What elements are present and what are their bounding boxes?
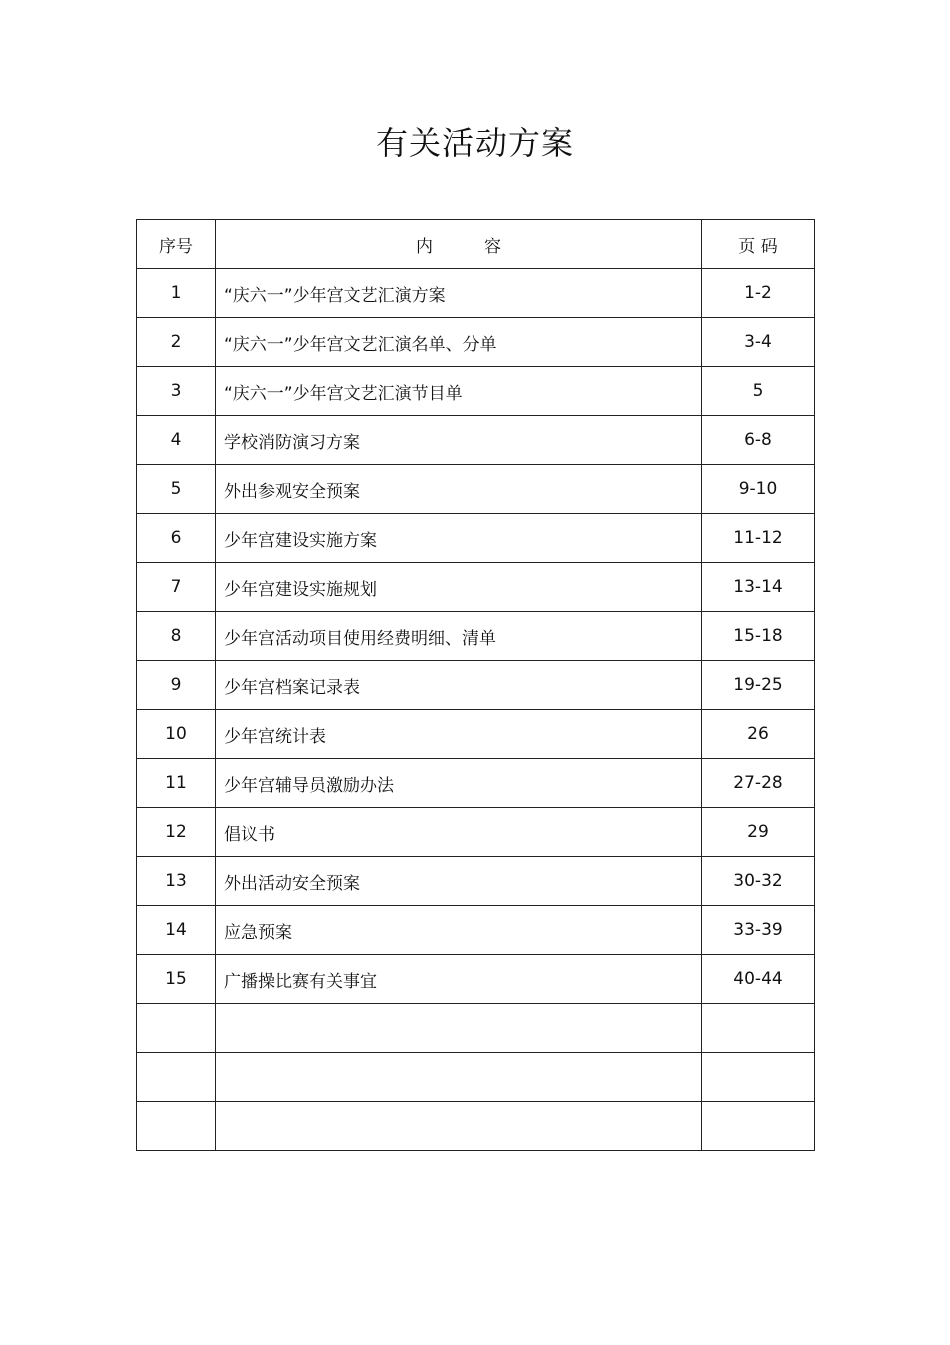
table-row	[137, 514, 815, 563]
row-number: 9	[137, 661, 216, 710]
row-content: 外出参观安全预案	[216, 465, 702, 514]
row-pages: 1-2	[702, 269, 815, 318]
table-row	[137, 857, 815, 906]
row-pages: 13-14	[702, 563, 815, 612]
row-number: 7	[137, 563, 216, 612]
header-page: 页 码	[702, 220, 815, 269]
row-content: 少年宫统计表	[216, 710, 702, 759]
table-body	[137, 269, 815, 1151]
row-number: 4	[137, 416, 216, 465]
row-number: 15	[137, 955, 216, 1004]
header-content: 内 容	[216, 220, 702, 269]
row-content: “庆六一”少年宫文艺汇演方案	[216, 269, 702, 318]
row-number	[137, 1004, 216, 1053]
table-row	[137, 1102, 815, 1151]
row-pages: 6-8	[702, 416, 815, 465]
table-row	[137, 661, 815, 710]
header-number: 序号	[137, 220, 216, 269]
row-pages: 19-25	[702, 661, 815, 710]
row-number: 2	[137, 318, 216, 367]
document-title: 有关活动方案	[375, 124, 574, 162]
row-content	[216, 1004, 702, 1053]
table-row	[137, 1004, 815, 1053]
table-row	[137, 318, 815, 367]
table-row	[137, 808, 815, 857]
row-pages	[702, 1102, 815, 1151]
row-number: 6	[137, 514, 216, 563]
row-number: 1	[137, 269, 216, 318]
table-row	[137, 1053, 815, 1102]
row-content: 少年宫档案记录表	[216, 661, 702, 710]
row-pages: 27-28	[702, 759, 815, 808]
row-number: 11	[137, 759, 216, 808]
row-content: 少年宫建设实施规划	[216, 563, 702, 612]
row-content	[216, 1102, 702, 1151]
row-pages	[702, 1053, 815, 1102]
row-content: 少年宫活动项目使用经费明细、清单	[216, 612, 702, 661]
row-number	[137, 1053, 216, 1102]
row-number: 10	[137, 710, 216, 759]
row-number: 5	[137, 465, 216, 514]
row-pages: 9-10	[702, 465, 815, 514]
table-row	[137, 563, 815, 612]
table-row	[137, 416, 815, 465]
row-content: “庆六一”少年宫文艺汇演名单、分单	[216, 318, 702, 367]
table-header-row	[137, 220, 815, 269]
row-pages	[702, 1004, 815, 1053]
row-content: 少年宫建设实施方案	[216, 514, 702, 563]
contents-table	[136, 219, 815, 1151]
table-row	[137, 465, 815, 514]
row-number: 12	[137, 808, 216, 857]
row-content: 少年宫辅导员激励办法	[216, 759, 702, 808]
row-pages: 11-12	[702, 514, 815, 563]
row-content: 应急预案	[216, 906, 702, 955]
table-row	[137, 759, 815, 808]
row-pages: 5	[702, 367, 815, 416]
row-number: 13	[137, 857, 216, 906]
row-pages: 3-4	[702, 318, 815, 367]
row-content	[216, 1053, 702, 1102]
row-content: 广播操比赛有关事宜	[216, 955, 702, 1004]
row-content: 外出活动安全预案	[216, 857, 702, 906]
row-content: 倡议书	[216, 808, 702, 857]
row-pages: 15-18	[702, 612, 815, 661]
row-number: 3	[137, 367, 216, 416]
table-row	[137, 955, 815, 1004]
row-pages: 29	[702, 808, 815, 857]
table-row	[137, 612, 815, 661]
row-pages: 30-32	[702, 857, 815, 906]
table-row	[137, 367, 815, 416]
table-row	[137, 710, 815, 759]
row-pages: 26	[702, 710, 815, 759]
row-number	[137, 1102, 216, 1151]
row-number: 8	[137, 612, 216, 661]
row-content: “庆六一”少年宫文艺汇演节目单	[216, 367, 702, 416]
row-number: 14	[137, 906, 216, 955]
row-pages: 33-39	[702, 906, 815, 955]
table-row	[137, 906, 815, 955]
table-row	[137, 269, 815, 318]
row-content: 学校消防演习方案	[216, 416, 702, 465]
row-pages: 40-44	[702, 955, 815, 1004]
